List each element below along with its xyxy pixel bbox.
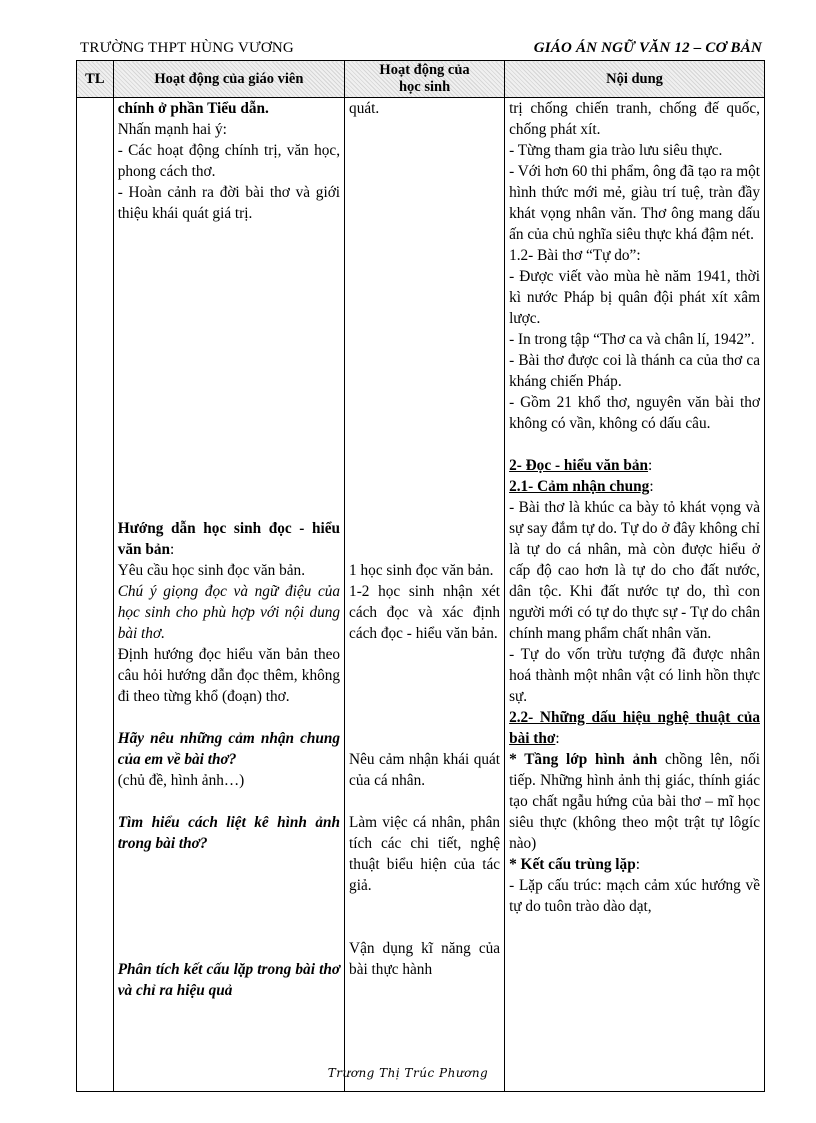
paragraph-text: 1.2- Bài thơ “Tự do”: — [509, 247, 641, 264]
paragraph-text: - Bài thơ là khúc ca bày tỏ khát vọng và sự say đắm tự do. Tự do ở đây không chỉ là tự do cá nhân, mà còn được hiểu ở cấp độ cao hơn là tự do cho đất nước, dân tộc. Khi đất nước tự do, thì con người mới có tự do thực sự - Tự do chân chính mang phẩm chất nhân văn. — [509, 499, 760, 642]
paragraph-text: - Với hơn 60 thi phẩm, ông đã tạo ra một hình thức mới mẻ, giàu trí tuệ, tràn đầy khát vọng nhân văn. Thơ ông mang dấu ấn của chủ nghĩa siêu thực khá đậm nét. — [509, 163, 760, 243]
paragraph — [509, 161, 760, 245]
paragraph — [118, 770, 340, 791]
spacer — [349, 896, 500, 938]
paragraph-text: 2- Đọc - hiểu văn bản — [509, 457, 649, 474]
paragraph — [349, 812, 500, 896]
paragraph — [509, 455, 760, 476]
column-header-tl: TL — [77, 61, 114, 98]
time-cell — [77, 98, 114, 1092]
paragraph — [509, 644, 760, 707]
paragraph-text: Định hướng đọc hiểu văn bản theo câu hỏi hướng dẫn đọc thêm, không đi theo từng khổ (đoạn) thơ. — [117, 646, 341, 705]
paragraph — [509, 497, 760, 644]
spacer — [118, 854, 340, 959]
paragraph — [118, 581, 340, 644]
paragraph — [509, 707, 760, 749]
paragraph — [509, 875, 760, 917]
paragraph-text: Vận dụng kĩ năng của bài thực hành — [349, 940, 501, 978]
paragraph — [118, 644, 340, 707]
paragraph-text: Hãy nêu những cảm nhận chung của em về bài thơ? — [117, 730, 341, 768]
column-header-content: Nội dung — [505, 61, 765, 98]
paragraph-text: Hướng dẫn học sinh đọc - hiểu văn bản — [117, 520, 341, 558]
paragraph-tail: : — [555, 730, 560, 747]
paragraph — [118, 98, 340, 119]
spacer — [349, 644, 500, 749]
bullet-icon: * — [509, 856, 521, 873]
paragraph-text: 1-2 học sinh nhận xét cách đọc và xác định cách đọc - hiểu văn bản. — [349, 583, 501, 642]
paragraph-text: - Bài thơ được coi là thánh ca của thơ ca kháng chiến Pháp. — [509, 352, 760, 390]
paragraph — [349, 938, 500, 980]
paragraph-text: Kết cấu trùng lặp — [520, 856, 636, 873]
paragraph-text: - In trong tập “Thơ ca và chân lí, 1942”. — [509, 331, 755, 348]
column-header-student: Hoạt động của học sinh — [345, 61, 505, 98]
paragraph-tail: : — [648, 457, 653, 474]
author-signature: Trương Thị Trúc Phương — [327, 1066, 489, 1080]
paragraph — [509, 329, 760, 350]
paragraph-text: Tìm hiểu cách liệt kê hình ảnh trong bài thơ? — [117, 814, 341, 852]
document-title: GIÁO ÁN NGỮ VĂN 12 – CƠ BẢN — [533, 40, 762, 56]
paragraph-text: - Các hoạt động chính trị, văn học, phong cách thơ. — [117, 142, 341, 180]
paragraph-text: - Được viết vào mùa hè năm 1941, thời kì nước Pháp bị quân đội phát xít xâm lược. — [509, 268, 760, 327]
teacher-activity-cell — [113, 98, 344, 1092]
paragraph-text: trị chống chiến tranh, chống đế quốc, chống phát xít. — [509, 100, 760, 138]
paragraph-text: - Từng tham gia trào lưu siêu thực. — [509, 142, 723, 159]
paragraph — [509, 98, 760, 140]
lesson-plan-table — [76, 60, 765, 1092]
paragraph — [509, 476, 760, 497]
paragraph-tail: : — [649, 478, 654, 495]
spacer — [349, 791, 500, 812]
paragraph-text: Làm việc cá nhân, phân tích các chi tiết, nghệ thuật biểu hiện của tác giả. — [349, 814, 501, 894]
paragraph-tail: : — [635, 856, 640, 873]
paragraph — [118, 182, 340, 224]
paragraph-text: chính ở phần Tiểu dẫn. — [117, 100, 269, 117]
paragraph-text: quát. — [349, 100, 380, 117]
spacer — [118, 791, 340, 812]
paragraph-text: Nhấn mạnh hai ý: — [117, 121, 227, 138]
paragraph-text: 2.2- Những dấu hiệu nghệ thuật của bài thơ — [509, 709, 760, 747]
paragraph — [118, 959, 340, 1001]
school-name: TRƯỜNG THPT HÙNG VƯƠNG — [80, 40, 294, 56]
paragraph-text: 1 học sinh đọc văn bản. — [349, 562, 494, 579]
paragraph — [509, 140, 760, 161]
paragraph-text: Nêu cảm nhận khái quát của cá nhân. — [349, 751, 501, 789]
paragraph — [509, 245, 760, 266]
table-row — [77, 98, 765, 1092]
paragraph — [349, 749, 500, 791]
paragraph — [509, 266, 760, 329]
student-activity-cell — [345, 98, 505, 1092]
column-header-teacher: Hoạt động của giáo viên — [113, 61, 344, 98]
paragraph-text: - Gồm 21 khổ thơ, nguyên văn bài thơ không có vần, không có dấu câu. — [509, 394, 760, 432]
spacer — [349, 119, 500, 560]
paragraph — [509, 392, 760, 434]
paragraph — [509, 749, 760, 854]
paragraph-tail: chồng lên, nối tiếp. Những hình ảnh thị giác, thính giác tạo chất ngẫu hứng của bài thơ – mĩ học siêu thực (không theo một trật tự lôgíc nào) — [509, 751, 760, 852]
paragraph-text: - Tự do vốn trừu tượng đã được nhân hoá thành một nhân vật có linh hồn thực sự. — [509, 646, 760, 705]
content-cell — [505, 98, 765, 1092]
paragraph — [509, 854, 760, 875]
bullet-icon: * — [509, 751, 525, 768]
paragraph-text: Chú ý giọng đọc và ngữ điệu của học sinh cho phù hợp với nội dung bài thơ. — [117, 583, 341, 642]
paragraph — [118, 518, 340, 560]
paragraph-text: 2.1- Cảm nhận chung — [509, 478, 650, 495]
spacer — [118, 224, 340, 518]
paragraph — [349, 98, 500, 119]
paragraph-text: - Hoàn cảnh ra đời bài thơ và giới thiệu khái quát giá trị. — [117, 184, 341, 222]
spacer — [509, 434, 760, 455]
paragraph-text: (chủ đề, hình ảnh…) — [117, 772, 245, 789]
paragraph — [118, 728, 340, 770]
paragraph — [118, 140, 340, 182]
paragraph — [118, 560, 340, 581]
paragraph — [118, 119, 340, 140]
spacer — [118, 707, 340, 728]
paragraph — [509, 350, 760, 392]
table-header-row — [77, 61, 765, 98]
paragraph — [349, 560, 500, 581]
paragraph-text: Phân tích kết cấu lặp trong bài thơ và chỉ ra hiệu quả — [117, 961, 341, 999]
paragraph — [349, 581, 500, 644]
page-header — [78, 40, 764, 60]
paragraph-text: Tầng lớp hình ảnh — [524, 751, 658, 768]
paragraph-tail: : — [169, 541, 175, 558]
paragraph — [118, 812, 340, 854]
paragraph-text: Yêu cầu học sinh đọc văn bản. — [117, 562, 306, 579]
paragraph-text: - Lặp cấu trúc: mạch cảm xúc hướng về tự do tuôn trào dào dạt, — [509, 877, 760, 915]
